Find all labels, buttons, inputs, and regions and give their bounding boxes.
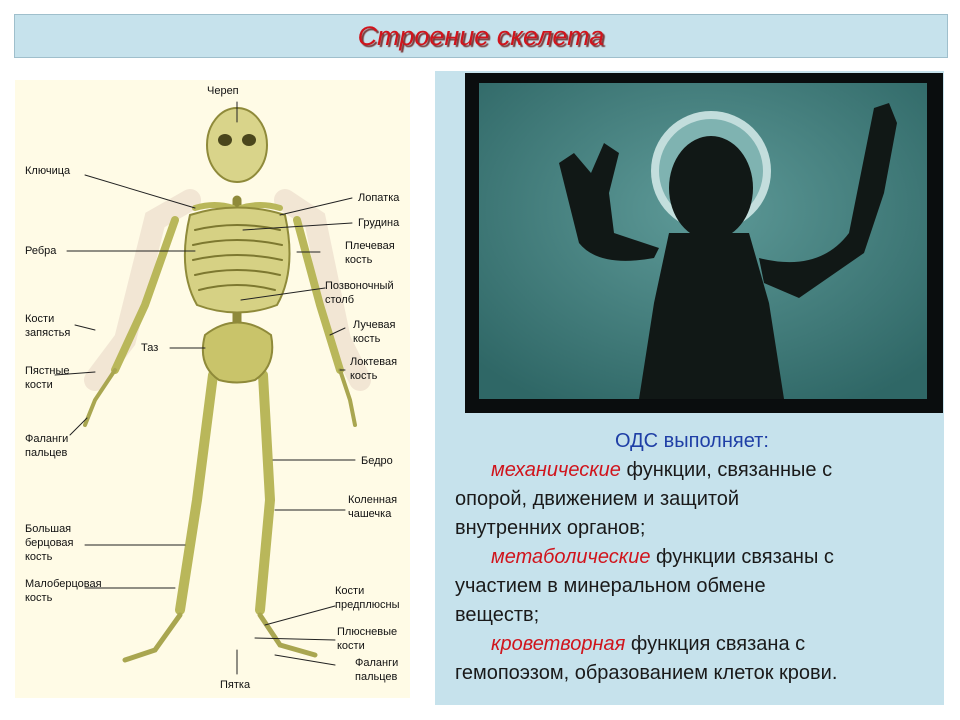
- label-pelvis: Таз: [141, 342, 159, 354]
- info-panel: [435, 71, 944, 705]
- ods-item-mechanical: [435, 456, 944, 543]
- silhouette-illustration: [479, 83, 927, 399]
- ods-heading: ОДС выполняет:: [615, 430, 769, 452]
- term-mechanical: механические: [491, 459, 621, 481]
- label-fingers-hand: Фаланги пальцев: [25, 433, 69, 459]
- hematopoietic-text-a: функция связана с: [625, 633, 806, 655]
- hematopoietic-text-b: гемопоэзом, образованием клеток крови.: [455, 662, 838, 684]
- label-heel: Пятка: [220, 679, 251, 691]
- metabolic-text-c: веществ;: [455, 604, 540, 626]
- label-clavicle: Ключица: [25, 165, 71, 177]
- label-spine: Позвоночный столб: [325, 280, 394, 306]
- term-hematopoietic: кроветворная: [491, 633, 626, 655]
- label-metacarpal: Пястные кости: [25, 365, 70, 391]
- label-wrist: Кости запястья: [25, 313, 71, 339]
- label-ribs: Ребра: [25, 245, 57, 257]
- metabolic-text-a: функции связаны с: [650, 546, 834, 568]
- mechanical-text-a: функции, связанные с: [620, 459, 833, 481]
- label-humerus: Плечевая кость: [345, 240, 395, 266]
- label-toes: Фаланги пальцев: [355, 657, 399, 683]
- term-metabolic: метаболические: [491, 546, 651, 568]
- silhouette-photo: [465, 73, 943, 413]
- ods-item-metabolic: [435, 543, 944, 630]
- label-sternum: Грудина: [358, 217, 400, 229]
- label-patella: Коленная чашечка: [348, 494, 398, 520]
- label-tibia: Большая берцовая кость: [25, 523, 74, 563]
- label-ulna: Локтевая кость: [350, 356, 398, 382]
- ods-item-hematopoietic: [435, 630, 944, 688]
- metabolic-text-b: участием в минеральном обмене: [455, 575, 766, 597]
- skeleton-diagram: [15, 80, 410, 698]
- label-fibula: Малоберцовая кость: [25, 578, 102, 604]
- ods-text: [435, 427, 944, 688]
- label-radius: Лучевая кость: [353, 319, 396, 345]
- label-metatarsus: Плюсневые кости: [337, 626, 398, 652]
- label-tarsus: Кости предплюсны: [335, 585, 400, 611]
- mechanical-text-b: опорой, движением и защитой: [455, 488, 740, 510]
- mechanical-text-c: внутренних органов;: [455, 517, 646, 539]
- label-scapula: Лопатка: [358, 192, 400, 204]
- title-bar: [14, 14, 948, 58]
- label-femur: Бедро: [361, 455, 393, 467]
- slide-title: Строение скелета: [357, 20, 605, 51]
- label-skull: Череп: [207, 85, 239, 97]
